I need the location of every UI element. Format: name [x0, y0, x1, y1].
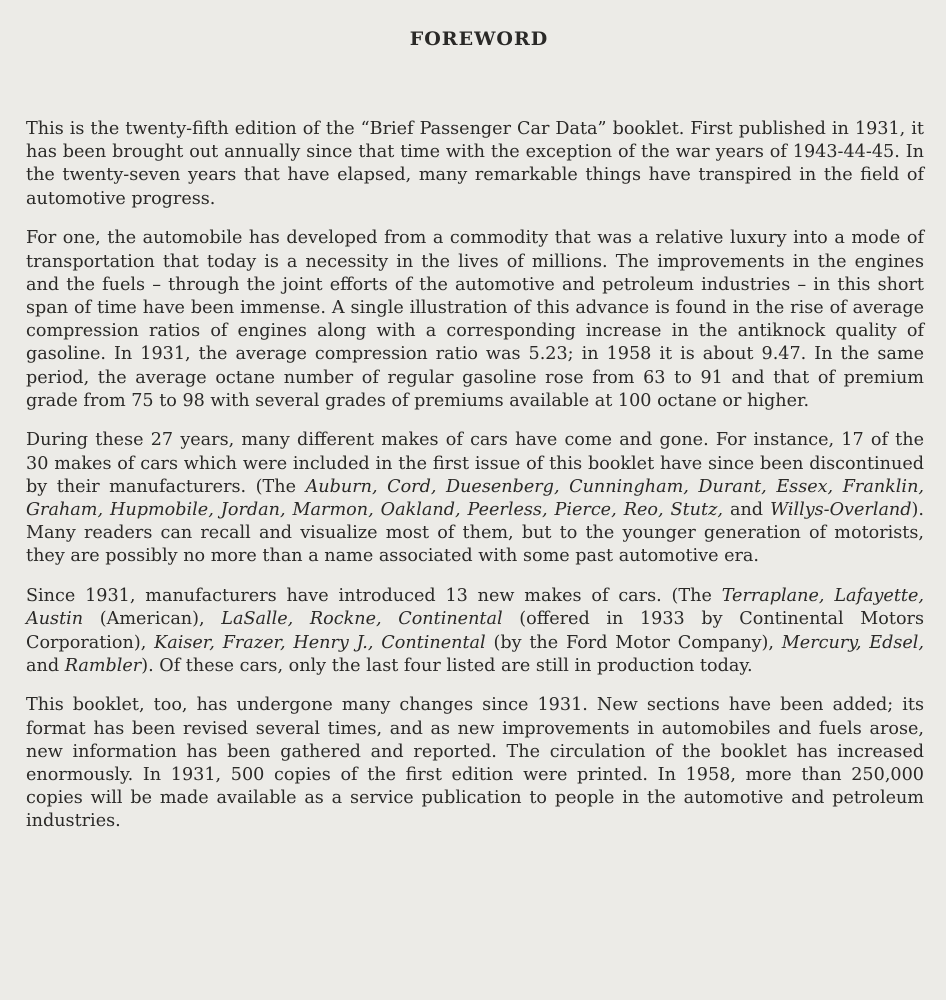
text-run: (by the Ford Motor Company),	[485, 632, 782, 653]
text-run: Since 1931, manufacturers have introduced 13 new makes of cars. (The	[26, 586, 722, 607]
italic-text-run: Rambler	[64, 655, 142, 676]
text-run: (offered in 1933 by Continental Motors Corporation),	[26, 609, 924, 653]
italic-text-run: Willys-Overland	[770, 500, 912, 521]
paragraph	[26, 118, 924, 211]
italic-text-run: Terraplane, Lafayette, Austin	[26, 586, 924, 630]
text-run: During these 27 years, many different makes of cars have come and gone. For instance, 17 of the 30 makes of cars which were included in the first issue of this booklet have since been discontinued by their manufacturers. (The	[26, 430, 924, 497]
text-run: ). Of these cars, only the last four listed are still in production today.	[141, 655, 753, 676]
text-run: This booklet, too, has undergone many changes since 1931. New sections have been added; its format has been revised several times, and as new improvements in automobiles and fuels arose, new information has been gathered and reported. The circulation of the booklet has increased enormously. In 1931, 500 copies of the first edition were printed. In 1958, more than 250,000 copies will be made available as a service publication to people in the automotive and petroleum industries.	[26, 695, 924, 832]
paragraph	[26, 585, 924, 678]
paragraph	[26, 694, 924, 833]
paragraph	[26, 227, 924, 413]
text-run: and	[722, 500, 771, 521]
paragraph	[26, 429, 924, 568]
italic-text-run: Kaiser, Frazer, Henry J., Continental	[154, 632, 486, 653]
text-run: ). Many readers can recall and visualize most of them, but to the younger generation of motorists, they are possibly no more than a name associated with some past automotive era.	[26, 500, 924, 567]
foreword-body	[26, 118, 924, 834]
italic-text-run: Auburn, Cord, Duesenberg, Cunningham, Durant, Essex, Franklin, Graham, Hupmobile, Jordan, Marmon, Oakland, Peerless, Pierce, Reo, Stutz,	[26, 476, 924, 521]
page-title: FOREWORD	[409, 28, 549, 50]
italic-text-run: Mercury, Edsel,	[781, 632, 924, 653]
text-run: For one, the automobile has developed from a commodity that was a relative luxury into a mode of transportation that today is a necessity in the lives of millions. The improvements in the engines and the fuels – through the joint efforts of the automotive and petroleum industries – in this short span of time have been immense. A single illustration of this advance is found in the rise of average compression ratios of engines along with a corresponding increase in the antiknock quality of gasoline. In 1931, the average compression ratio was 5.23; in 1958 it is about 9.47. In the same period, the average octane number of regular gasoline rose from 63 to 91 and that of premium grade from 75 to 98 with several grades of premiums available at 100 octane or higher.	[26, 228, 924, 411]
text-run: and	[26, 655, 65, 676]
italic-text-run: LaSalle, Rockne, Continental	[221, 609, 503, 630]
text-run: (American),	[83, 609, 222, 630]
text-run: This is the twenty-fifth edition of the “Brief Passenger Car Data” booklet. First published in 1931, it has been brought out annually since that time with the exception of the war years of 1943-44-45. In the twenty-seven years that have elapsed, many remarkable things have transpired in the field of automotive progress.	[26, 119, 924, 209]
